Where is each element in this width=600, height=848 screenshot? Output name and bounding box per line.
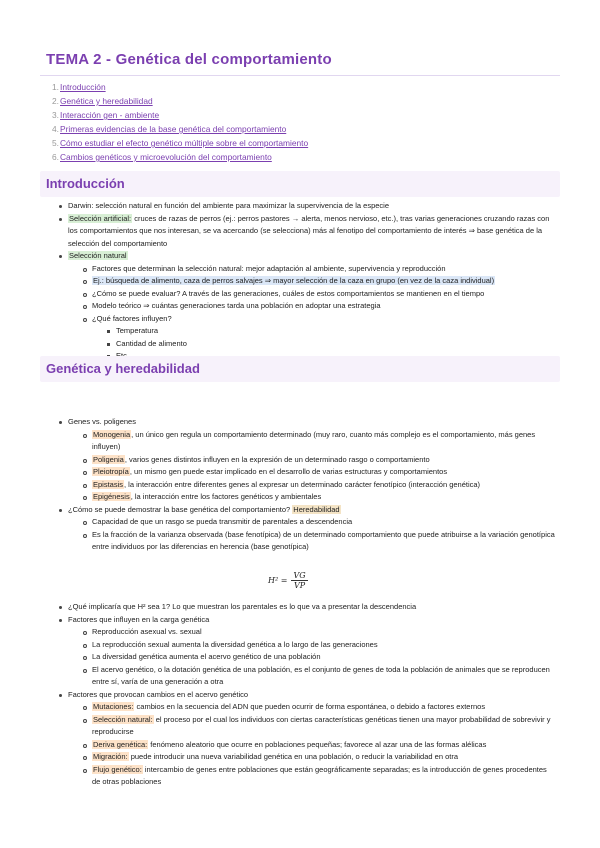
heritability-formula xyxy=(268,571,308,590)
toc-number: 6. xyxy=(52,152,59,162)
highlight-label: Pleiotropía xyxy=(93,467,129,476)
list-item xyxy=(74,751,555,764)
item-text: ¿Cómo se puede evaluar? A través de las generaciones, cuáles de estos comportamientos se mantienen en el tiempo xyxy=(92,288,485,298)
item-text: el proceso por el cual los individuos con ciertas características genéticas tienen una mayor probabilidad de sobrevivir y reproducirse xyxy=(92,714,551,736)
item-text: , un mismo gen puede estar implicado en el desarrollo de varias estructuras y comportamientos xyxy=(129,467,448,476)
highlight-label: Flujo genético: xyxy=(93,764,142,774)
section-header-genetica xyxy=(40,356,560,382)
toc-item[interactable] xyxy=(52,136,308,150)
toc-number: 2. xyxy=(52,96,59,106)
list-item xyxy=(50,250,555,363)
list-item xyxy=(74,639,555,652)
list-item xyxy=(74,714,555,739)
genetics-content-bottom xyxy=(50,601,555,789)
item-text: Reproducción asexual vs. sexual xyxy=(92,627,202,636)
title-box xyxy=(40,45,560,76)
toc-item[interactable] xyxy=(52,108,308,122)
highlight-label: Poligenia xyxy=(93,454,124,464)
list-item xyxy=(50,200,555,213)
toc-link[interactable]: Cómo estudiar el efecto genético múltiple sobre el comportamiento xyxy=(60,138,309,148)
toc-item[interactable] xyxy=(52,94,308,108)
darwin-text: Darwin: selección natural en función del ambiente para maximizar la supervivencia de la especie xyxy=(68,201,390,210)
item-text: intercambio de genes entre poblaciones que están geográficamente separadas; es la introducción de genes procedentes de otras poblaciones xyxy=(92,764,547,786)
list-item xyxy=(74,275,555,288)
list-item xyxy=(74,479,555,492)
list-item xyxy=(50,416,555,504)
table-of-contents xyxy=(52,80,308,164)
list-item xyxy=(74,626,555,639)
item-text: ¿Qué implicaría que H² sea 1? Lo que muestran los parentales es lo que va a presentar la descendencia xyxy=(68,602,417,611)
toc-link[interactable]: Cambios genéticos y microevolución del comportamiento xyxy=(60,152,272,162)
section-heading: Genética y heredabilidad xyxy=(46,361,200,376)
artificial-text: cruces de razas de perros (ej.: perros pastores → alerta, menos nervioso, etc.), tras varias generaciones cruzando razas con los comportamientos que nos interesan, se va acercando (se selecciona) más al fenotipo del comportamiento de interés ⇒ base genética de la selección del comportamiento xyxy=(68,213,550,248)
item-text: , la interacción entre diferentes genes al expresar un determinado carácter fenotípico (interacción genética) xyxy=(124,479,481,489)
genetics-content-top xyxy=(50,416,555,554)
list-item xyxy=(74,664,555,689)
toc-number: 4. xyxy=(52,124,59,134)
item-text: La diversidad genética aumenta el acervo genético de una población xyxy=(92,652,321,661)
highlight-label: Monogenia xyxy=(93,429,131,439)
highlight-label: Deriva genética: xyxy=(93,739,148,749)
toc-link[interactable]: Genética y heredabilidad xyxy=(60,96,153,106)
list-item xyxy=(74,288,555,301)
formula-denominator: VP xyxy=(293,581,306,590)
list-item xyxy=(74,454,555,467)
list-item xyxy=(74,739,555,752)
list-item xyxy=(50,213,555,251)
toc-link[interactable]: Interacción gen - ambiente xyxy=(60,110,160,120)
list-item xyxy=(50,504,555,554)
list-item xyxy=(50,601,555,614)
item-text: ¿Cómo se puede demostrar la base genética del comportamiento? xyxy=(68,504,293,514)
highlight-label: Epigénesis xyxy=(93,492,130,501)
list-item xyxy=(74,701,555,714)
formula-fraction xyxy=(291,571,307,590)
list-item xyxy=(74,516,555,529)
list-item xyxy=(74,491,555,504)
item-text: , un único gen regula un comportamiento determinado (muy raro, cuanto más complejo es el comportamiento, más genes influyen) xyxy=(92,429,536,451)
highlight-label: Selección artificial: xyxy=(69,213,132,223)
item-text: puede introducir una nueva variabilidad genética en una población, o reducir la variabilidad en otra xyxy=(128,752,458,761)
list-item xyxy=(98,338,555,351)
list-item xyxy=(74,466,555,479)
highlight-label: Selección natural: xyxy=(93,714,153,724)
item-text: El acervo genético, o la dotación genética de una población, es el conjunto de genes de toda la población de animales que se reproducen entre sí, varía de una generación a otra xyxy=(92,664,550,686)
item-text: La reproducción sexual aumenta la diversidad genética a lo largo de las generaciones xyxy=(92,639,378,649)
item-text: cambios en la secuencia del ADN que pueden ocurrir de forma espontánea, o debido a factores externos xyxy=(134,702,486,711)
item-text: Genes vs. poligenes xyxy=(68,417,136,426)
list-item xyxy=(74,529,555,554)
item-text: Factores que influyen en la carga genética xyxy=(68,614,210,624)
toc-item[interactable] xyxy=(52,122,308,136)
item-text: ¿Qué factores influyen? xyxy=(92,313,172,323)
intro-content xyxy=(50,200,555,363)
toc-number: 5. xyxy=(52,138,59,148)
item-text: Cantidad de alimento xyxy=(116,338,187,348)
item-text: Factores que provocan cambios en el acervo genético xyxy=(68,689,249,699)
item-text: Temperatura xyxy=(116,326,159,335)
highlight-label: Epistasis xyxy=(93,479,124,489)
toc-item[interactable] xyxy=(52,80,308,94)
item-text: fenómeno aleatorio que ocurre en poblaciones pequeñas; favorece al azar una de las formas alélicas xyxy=(148,739,487,749)
toc-number: 1. xyxy=(52,82,59,92)
list-item xyxy=(50,689,555,789)
section-header-introduccion xyxy=(40,171,560,197)
list-item xyxy=(74,263,555,276)
formula-lhs: H² = xyxy=(268,576,288,585)
list-item xyxy=(74,300,555,313)
list-item xyxy=(74,429,555,454)
toc-link[interactable]: Introducción xyxy=(60,82,106,92)
toc-item[interactable] xyxy=(52,150,308,164)
item-text: Es la fracción de la varianza observada (base fenotípica) de un determinado comportamiento que puede atribuirse a la variación genotípica entre individuos por las diferencias en herencia (base genotípica) xyxy=(92,529,555,551)
highlight-label: Mutaciones: xyxy=(93,702,134,711)
item-text: Modelo teórico ⇒ cuántas generaciones tarda una población en adoptar una estrategia xyxy=(92,301,381,310)
list-item xyxy=(98,325,555,338)
list-item xyxy=(50,614,555,689)
toc-link[interactable]: Primeras evidencias de la base genética del comportamiento xyxy=(60,124,287,134)
highlight-label: Selección natural xyxy=(69,251,127,260)
highlight-label: Heredabilidad xyxy=(293,504,340,514)
highlight-label: Migración: xyxy=(93,752,128,761)
example-highlight: Ej.: búsqueda de alimento, caza de perros salvajes ⇒ mayor selección de la caza en grupo (en vez de la caza individual) xyxy=(93,276,495,285)
section-heading: Introducción xyxy=(46,176,125,191)
formula-numerator: VG xyxy=(293,571,306,580)
item-text: , la interacción entre los factores genéticos y ambientales xyxy=(130,492,322,501)
item-text: Capacidad de que un rasgo se pueda transmitir de parentales a descendencia xyxy=(92,517,353,526)
page-title: TEMA 2 - Genética del comportamiento xyxy=(46,51,332,68)
toc-number: 3. xyxy=(52,110,59,120)
list-item xyxy=(74,313,555,363)
item-text: Factores que determinan la selección natural: mejor adaptación al ambiente, supervivencia y reproducción xyxy=(92,263,446,273)
item-text: , varios genes distintos influyen en la expresión de un determinado rasgo o comportamiento xyxy=(124,454,430,464)
list-item xyxy=(74,651,555,664)
list-item xyxy=(74,764,555,789)
